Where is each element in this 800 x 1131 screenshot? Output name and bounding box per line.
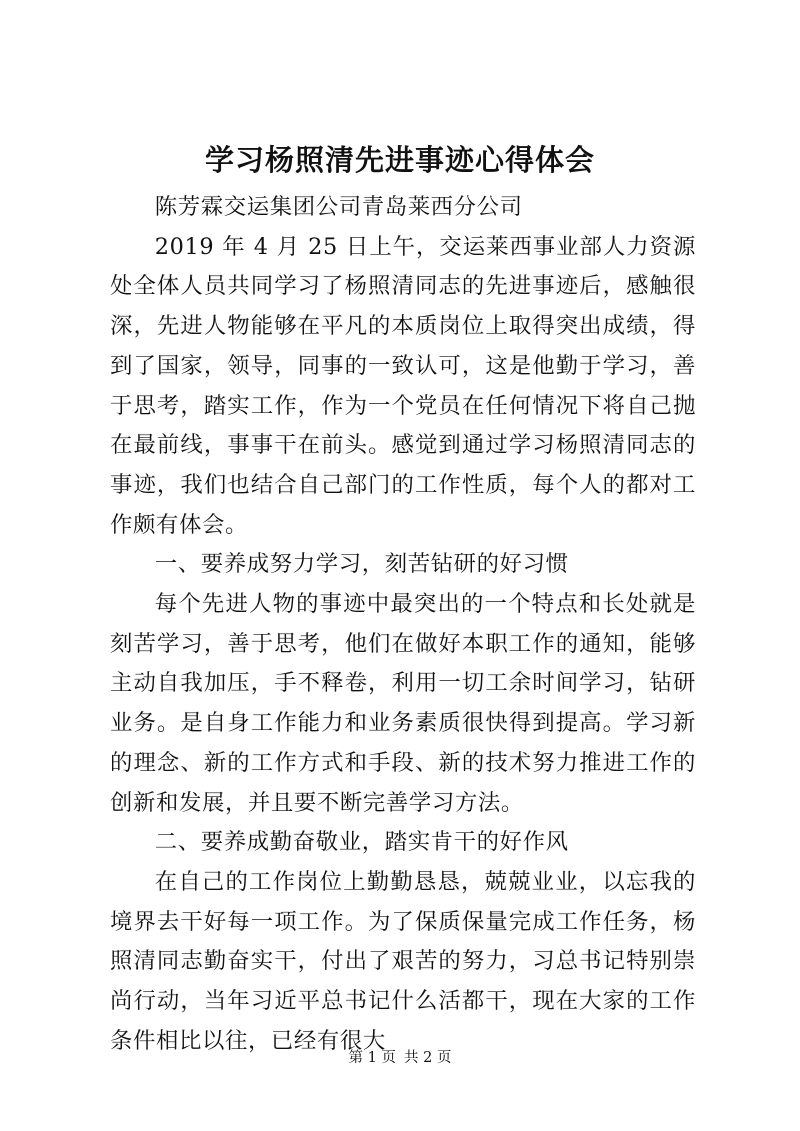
author-line: 陈芳霖交运集团公司青岛莱西分公司 <box>154 194 523 220</box>
page-footer <box>0 1048 800 1068</box>
section-heading-1: 一、要养成努力学习，刻苦钻研的好习惯 <box>154 551 569 578</box>
document-body <box>110 188 696 1061</box>
page-title: 学习杨照清先进事迹心得体会 <box>204 143 595 177</box>
paragraph-section-1: 每个先进人物的事迹中最突出的一个特点和长处就是刻苦学习，善于思考，他们在做好本职工作的通知，能够主动自我加压，手不释卷，利用一切工余时间学习，钻研业务。是自身工作能力和业务素质很快得到提高。学习新的理念、新的工作方式和手段、新的技术努力推进工作的创新和发展，并且要不断完善学习方法。 <box>110 591 696 816</box>
paragraph-section-2: 在自己的工作岗位上勤勤恳恳，兢兢业业，以忘我的境界去干好每一项工作。为了保质保量完成工作任务，杨照清同志勤奋实干，付出了艰苦的努力，习总书记特别崇尚行动，当年习近平总书记什么活都干，现在大家的工作条件相比以往，已经有很大 <box>110 868 696 1054</box>
section-heading-2: 二、要养成勤奋敬业，踏实肯干的好作风 <box>154 829 569 856</box>
page-number: 第 1 页 <box>348 1050 396 1066</box>
page-total: 共 2 页 <box>404 1050 452 1066</box>
paragraph-intro: 2019 年 4 月 25 日上午，交运莱西事业部人力资源处全体人员共同学习了杨照清同志的先进事迹后，感触很深，先进人物能够在平凡的本质岗位上取得突出成绩，得到了国家，领导，同事的一致认可，这是他勤于学习，善于思考，踏实工作，作为一个党员在任何情况下将自己抛在最前线，事事干在前头。感觉到通过学习杨照清同志的事迹，我们也结合自己部门的工作性质，每个人的都对工作颇有体会。 <box>110 233 696 538</box>
